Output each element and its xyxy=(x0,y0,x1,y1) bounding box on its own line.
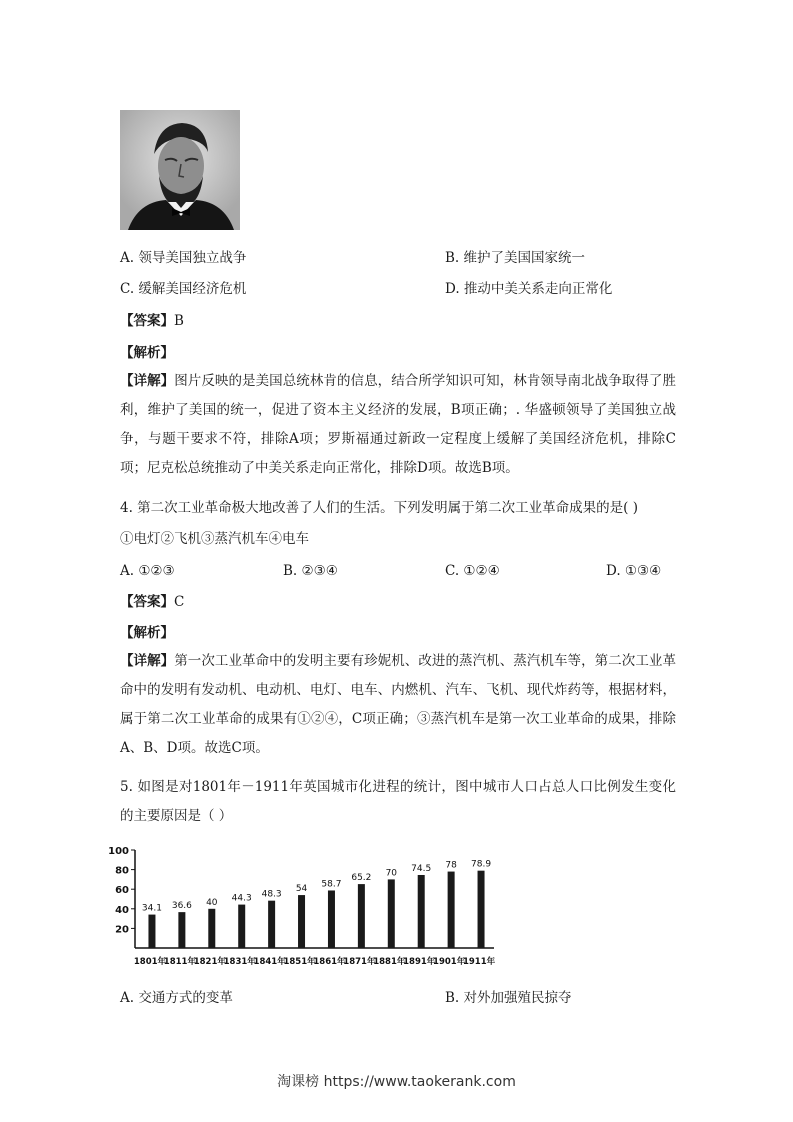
q4-stem: 4. 第二次工业革命极大地改善了人们的生活。下列发明属于第二次工业革命成果的是( ) xyxy=(120,500,638,516)
q4-items: ①电灯②飞机③蒸汽机车④电车 xyxy=(120,531,309,547)
y-tick-label: 60 xyxy=(115,885,129,897)
y-tick-label: 80 xyxy=(115,865,129,877)
bar xyxy=(448,872,455,948)
answer-value: B xyxy=(174,313,184,329)
analysis-tag: 【解析】 xyxy=(120,345,174,361)
bar-value-label: 58.7 xyxy=(321,879,342,890)
bar-value-label: 65.2 xyxy=(351,873,372,884)
bar-value-label: 54 xyxy=(295,884,308,895)
q3-option-a: A. 领导美国独立战争 xyxy=(120,250,247,266)
bar-value-label: 36.6 xyxy=(171,901,192,912)
bar xyxy=(298,895,305,948)
x-category-label: 1871年 xyxy=(343,957,376,967)
y-tick-label: 40 xyxy=(115,904,129,916)
x-category-label: 1851年 xyxy=(283,957,316,967)
x-category-label: 1821年 xyxy=(193,957,226,967)
q5-option-a: A. 交通方式的变革 xyxy=(120,990,233,1006)
q3-option-b: B. 维护了美国国家统一 xyxy=(445,250,586,266)
detail-tag: 【详解】 xyxy=(120,373,175,389)
urbanization-bar-chart xyxy=(108,842,506,972)
x-category-label: 1911年 xyxy=(462,957,496,967)
x-category-label: 1891年 xyxy=(403,957,436,967)
x-category-label: 1861年 xyxy=(313,957,346,967)
bar xyxy=(478,871,485,948)
q4-option-c: C. ①②④ xyxy=(445,563,500,579)
q3-option-d: D. 推动中美关系走向正常化 xyxy=(445,281,613,297)
detail-text: 图片反映的是美国总统林肯的信息，结合所学知识可知，林肯领导南北战争取得了胜利，维护了美国的统一，促进了资本主义经济的发展，B项正确；. 华盛顿领导了美国独立战争，与题干要求不符，排除A项；罗斯福通过新政一定程度上缓解了美国经济危机，排除C项；尼克松总统推动了中美关系走向正常化，排除D项。故选B项。 xyxy=(120,373,676,476)
bar xyxy=(328,890,335,948)
answer-value: C xyxy=(174,594,185,610)
q4-option-b: B. ②③④ xyxy=(283,563,338,579)
bar xyxy=(418,875,425,948)
bar-value-label: 34.1 xyxy=(141,903,162,914)
answer-tag: 【答案】 xyxy=(120,313,174,329)
x-category-label: 1811年 xyxy=(163,957,196,967)
bar-value-label: 40 xyxy=(206,897,218,908)
x-category-label: 1841年 xyxy=(253,957,286,967)
y-tick-label: 20 xyxy=(115,924,129,936)
bar xyxy=(268,901,275,948)
analysis-tag: 【解析】 xyxy=(120,625,174,641)
bar xyxy=(238,905,245,948)
bar xyxy=(208,909,215,948)
x-category-label: 1801年 xyxy=(133,957,167,967)
q3-option-c: C. 缓解美国经济危机 xyxy=(120,281,247,297)
footer-watermark: 淘课榜 https://www.taokerank.com xyxy=(277,1074,516,1090)
answer-tag: 【答案】 xyxy=(120,594,174,610)
q4-answer xyxy=(120,593,184,611)
bar-value-label: 78.9 xyxy=(471,859,492,870)
bar-value-label: 44.3 xyxy=(231,893,252,904)
q3-answer xyxy=(120,312,184,330)
q4-option-a: A. ①②③ xyxy=(120,563,175,579)
bar-value-label: 48.3 xyxy=(261,889,282,900)
portrait-image xyxy=(120,110,240,230)
q4-analysis-heading xyxy=(120,624,174,642)
x-category-label: 1831年 xyxy=(223,957,256,967)
bar xyxy=(358,884,365,948)
bar xyxy=(388,879,395,948)
bar-value-label: 78 xyxy=(445,860,457,871)
lincoln-portrait xyxy=(120,110,240,230)
bar xyxy=(178,912,185,948)
x-category-label: 1881年 xyxy=(373,957,406,967)
q3-detail xyxy=(120,367,676,483)
q5-stem: 5. 如图是对1801年－1911年英国城市化进程的统计，图中城市人口占总人口比例发生变化的主要原因是（ ） xyxy=(120,779,676,824)
q5-option-b: B. 对外加强殖民掠夺 xyxy=(445,990,572,1006)
q3-analysis-heading xyxy=(120,344,174,362)
bar-value-label: 70 xyxy=(385,868,398,879)
bar-value-label: 74.5 xyxy=(411,863,432,874)
detail-text: 第一次工业革命中的发明主要有珍妮机、改进的蒸汽机、蒸汽机车等，第二次工业革命中的发明有发动机、电动机、电灯、电车、内燃机、汽车、飞机、现代炸药等，根据材料，属于第二次工业革命的成果有①②④，C项正确；③蒸汽机车是第一次工业革命的成果，排除A、B、D项。故选C项。 xyxy=(120,653,676,756)
x-category-label: 1901年 xyxy=(433,957,466,967)
detail-tag: 【详解】 xyxy=(120,653,175,669)
y-tick-label: 100 xyxy=(108,846,129,857)
q4-detail xyxy=(120,647,676,763)
bar xyxy=(148,915,155,948)
q4-option-d: D. ①③④ xyxy=(606,563,662,579)
